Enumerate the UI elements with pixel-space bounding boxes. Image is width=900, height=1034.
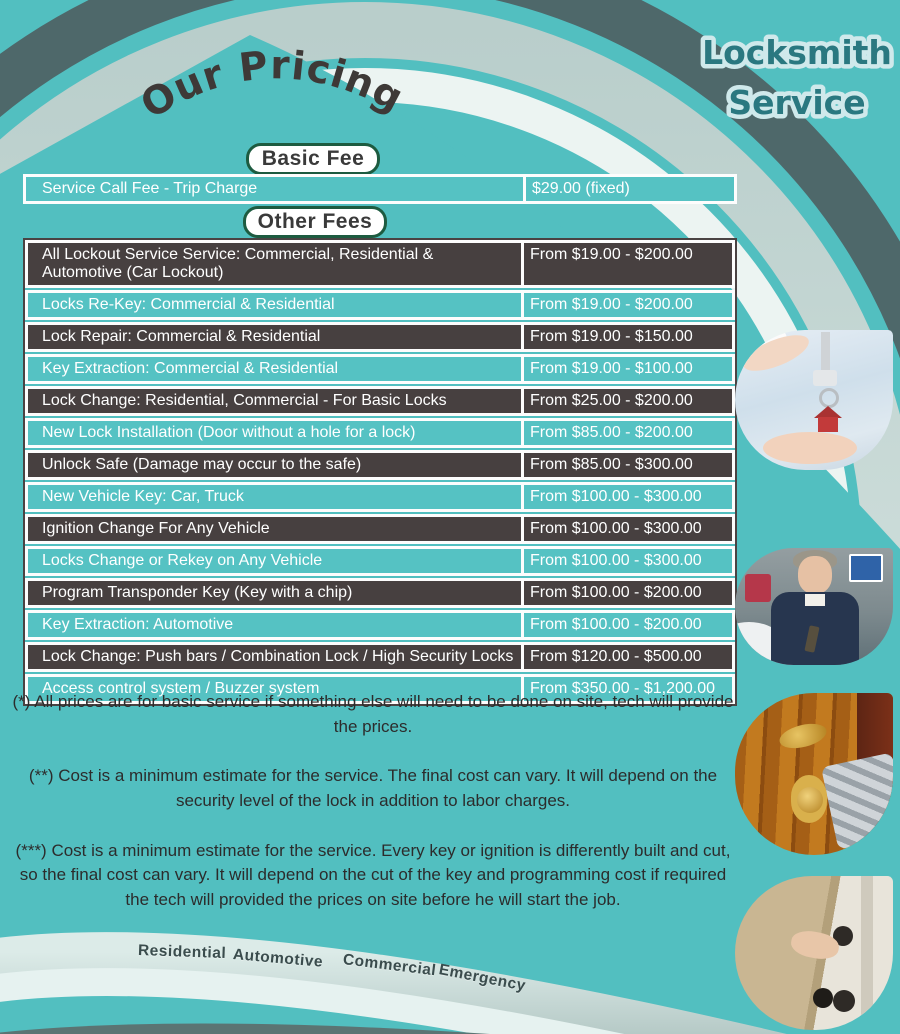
fee-service: New Vehicle Key: Car, Truck: [42, 488, 244, 505]
door-edge-shape: [861, 876, 873, 1030]
page-title: [128, 26, 438, 138]
fee-row: [25, 418, 735, 448]
toolbox-shape: [745, 574, 771, 602]
door-knob-shape: [797, 787, 823, 813]
fee-service: Lock Change: Residential, Commercial - For Basic Locks: [42, 392, 447, 409]
fee-service: Locks Re-Key: Commercial & Residential: [42, 296, 335, 313]
footnotes: [12, 690, 734, 937]
ribbon-word-residential: Residential: [137, 942, 227, 963]
footnote-basic-service: (*) All prices are for basic service if something else will need to be done on site, tech will provide the prices.: [12, 692, 734, 736]
ribbon-word-automotive: Automotive: [232, 946, 324, 971]
fee-price: From $100.00 - $300.00: [521, 549, 732, 573]
fee-service: Program Transponder Key (Key with a chip): [42, 584, 353, 601]
technician-installing-lock-photo: [735, 876, 893, 1030]
house-keychain-icon: [818, 417, 838, 432]
svg-text:Our Pricing: [133, 43, 410, 128]
open-palm-shape: [763, 432, 857, 464]
fee-row: [25, 240, 735, 288]
locksmith-with-car-keys-photo: [735, 548, 893, 665]
fee-price: From $120.00 - $500.00: [521, 645, 732, 669]
fee-row: [25, 386, 735, 416]
fee-row: [25, 546, 735, 576]
fee-service: All Lockout Service Service: Commercial, Residential & Automotive (Car Lockout): [42, 246, 434, 281]
fee-row: [25, 578, 735, 608]
brand-line1: Locksmith: [702, 33, 892, 72]
fee-price: From $100.00 - $200.00: [521, 581, 732, 605]
ribbon-word-emergency: Emergency: [437, 961, 528, 995]
brand-logo: [695, 12, 900, 130]
fee-row: [25, 450, 735, 480]
fee-price: From $19.00 - $100.00: [521, 357, 732, 381]
fee-row: [25, 514, 735, 544]
brand-line2: Service: [728, 83, 866, 122]
fee-row: [25, 354, 735, 384]
fee-row: [25, 322, 735, 352]
fee-service: Key Extraction: Commercial & Residential: [42, 360, 339, 377]
fee-price: From $350.00 - $1,200.00: [521, 677, 732, 701]
fee-service: New Lock Installation (Door without a hole for a lock): [42, 424, 416, 441]
fee-row: [25, 642, 735, 672]
door-handle-shape: [777, 720, 829, 753]
fee-price: From $100.00 - $200.00: [521, 613, 732, 637]
keyring-icon: [819, 388, 839, 408]
fee-service: Access control system / Buzzer system: [42, 680, 320, 697]
fee-service: Lock Repair: Commercial & Residential: [42, 328, 321, 345]
fee-row: [25, 610, 735, 640]
garage-sign-shape: [849, 554, 883, 582]
fee-service: Ignition Change For Any Vehicle: [42, 520, 270, 537]
lock-cylinder-shape: [833, 990, 855, 1012]
knob-shape: [813, 988, 833, 1008]
fee-row: [25, 290, 735, 320]
fee-price: From $100.00 - $300.00: [521, 517, 732, 541]
footnote-key-ignition: (***) Cost is a minimum estimate for the service. Every key or ignition is differently built and cut, so the final cost can vary. It will depend on the cut of the key and programming cost if required the tech will provided the prices on site before he will start the job.: [15, 840, 731, 909]
ribbon-word-commercial: Commercial: [342, 951, 438, 980]
key-head-shape: [813, 370, 837, 386]
fee-service: Lock Change: Push bars / Combination Lock / High Security Locks: [42, 648, 514, 665]
footnote-minimum-estimate: (**) Cost is a minimum estimate for the service. The final cost can vary. It will depend on the security level of the lock in addition to labor charges.: [28, 766, 718, 810]
basic-fee-price: $29.00 (fixed): [523, 177, 734, 201]
hand-giving-house-key-photo: [735, 330, 893, 470]
basic-fee-row: [23, 174, 737, 204]
other-fees-heading: Other Fees: [243, 206, 387, 238]
shirt-shape: [805, 594, 825, 606]
brass-door-locks-photo: [735, 693, 893, 855]
fee-price: From $19.00 - $200.00: [521, 293, 732, 317]
fee-price: From $19.00 - $200.00: [521, 243, 732, 285]
fee-price: From $85.00 - $300.00: [521, 453, 732, 477]
fee-price: From $100.00 - $300.00: [521, 485, 732, 509]
fee-service: Unlock Safe (Damage may occur to the safe): [42, 456, 362, 473]
fee-price: From $85.00 - $200.00: [521, 421, 732, 445]
page-title-text: Our Pricing: [133, 43, 411, 128]
fee-row: [25, 482, 735, 512]
fee-price: From $25.00 - $200.00: [521, 389, 732, 413]
face-shape: [798, 556, 832, 594]
fee-service: Key Extraction: Automotive: [42, 616, 234, 633]
key-bunch-shape: [821, 752, 893, 849]
basic-fee-service: Service Call Fee - Trip Charge: [42, 180, 258, 197]
basic-fee-heading: Basic Fee: [246, 143, 380, 175]
fee-price: From $19.00 - $150.00: [521, 325, 732, 349]
fees-table: [23, 238, 737, 706]
fee-service: Locks Change or Rekey on Any Vehicle: [42, 552, 323, 569]
